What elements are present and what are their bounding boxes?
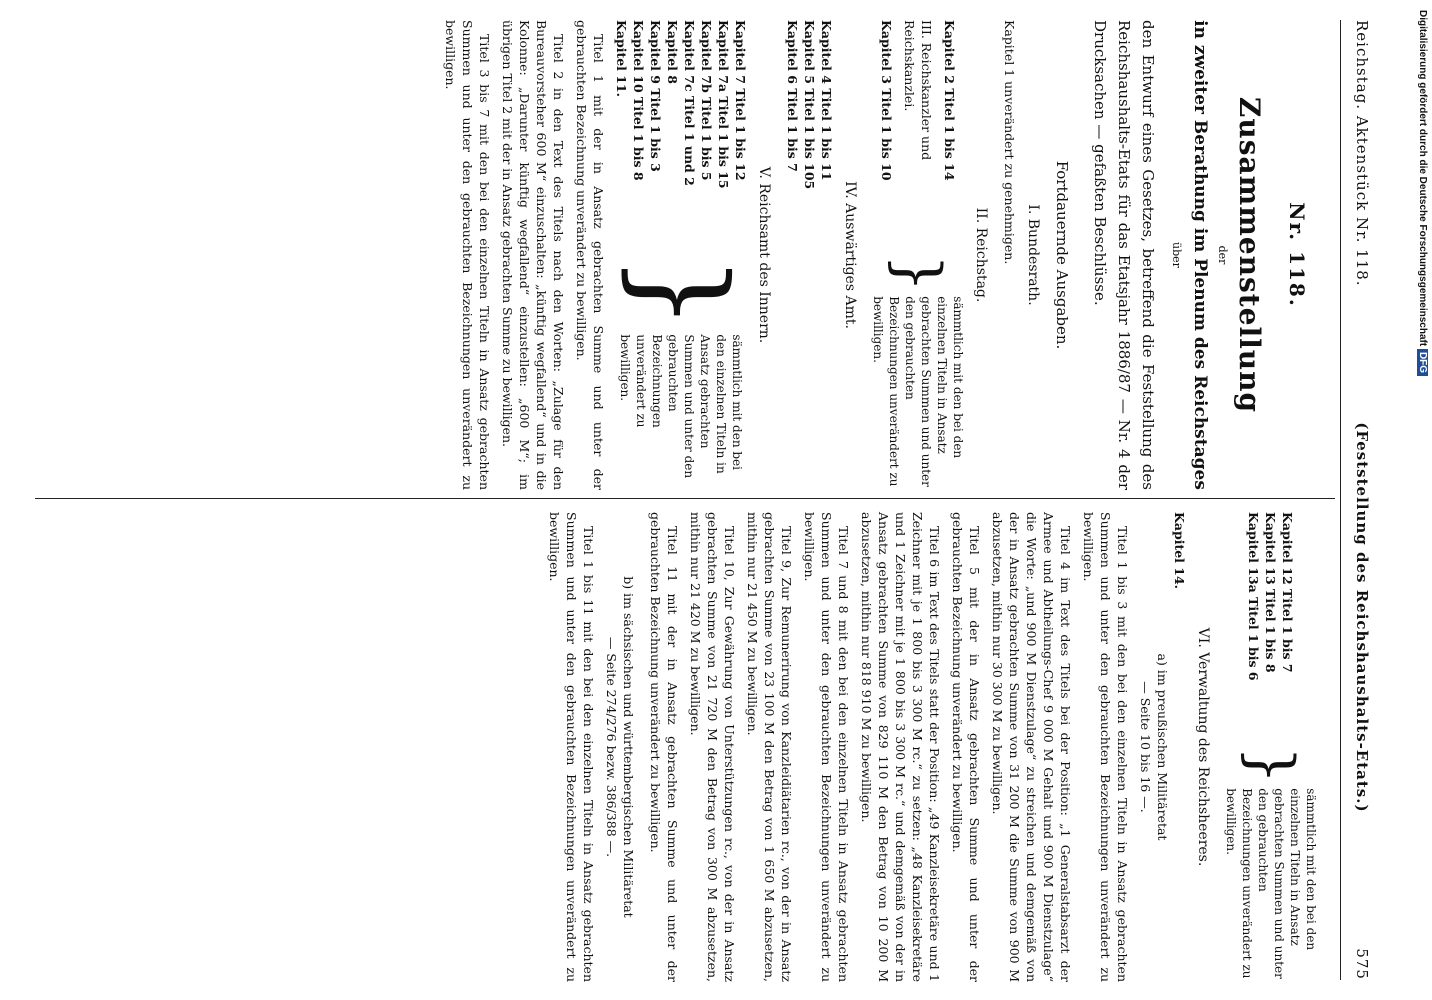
line-kapitel-10: Kapitel 10 Titel 1 bis 8 [631,20,646,181]
block-kapitel-7-11 [613,20,749,490]
line-kapitel-2: Kapitel 2 Titel 1 bis 14 [942,20,957,181]
funding-sidebar [1402,0,1428,1000]
document-subtitle: in zweiter Berathung im Plenum des Reichstages [1190,20,1210,490]
document-number: Nr. 118. [1285,202,1309,308]
title-der: der [1216,245,1229,265]
header-center: (Feststellung des Reichshaushalts-Etats.) [1353,422,1371,813]
paragraph-r4: Titel 6 im Text des Titels statt der Position: „49 Kanzleisekretäre und 1 Zeichner mit je 1 800 bis 3 300 M rc.“ zu setzen: „48 Kanzleisekretäre und 1 Zeichner mit je 1 800 bis 3 300 M rc.“ und demgemäß von der in Ansatz gebrachten Summe von 829 110 M den Betrag von 10 200 M abzusetzen, mithin nur 818 910 M zu bewilligen. [859,512,942,982]
line-kapitel-11: Kapitel 11. [614,20,629,98]
heading-reichsheer: VI. Verwaltung des Reichsheeres. [1195,627,1211,867]
paragraph-r5: Titel 7 und 8 mit den bei den einzelnen Titeln in Ansatz gebrachten Summen und unter den gebrauchten Bezeichnungen unverändert zu bewilligen. [802,512,851,982]
line-kapitel-3: Kapitel 3 Titel 1 bis 10 [879,20,894,181]
document-page [15,0,1385,1000]
paragraph-titel-1: Titel 1 mit der in Ansatz gebrachten Summe und unter der gebrauchten Bezeichnung unverändert zu bewilligen. [574,20,606,490]
header-rule [1340,20,1341,980]
line-kapitel-13a: Kapitel 13a Titel 1 bis 6 [1246,512,1262,681]
line-kapitel-4: Kapitel 4 Titel 1 bis 11 [819,20,834,181]
heading-saechsisch: b) im sächsischen und württembergischen Militäretat [621,576,636,918]
paragraph-r9: Titel 1 bis 11 mit den bei den einzelnen Titeln in Ansatz gebrachten Summen und unter den gebrauchten Bezeichnungen unverändert zu bewilligen. [547,512,596,982]
line-kapitel-7a: Kapitel 7a Titel 1 bis 15 [716,20,731,189]
line-kapitel-12: Kapitel 12 Titel 1 bis 7 [1280,512,1296,673]
line-kapitel-5: Kapitel 5 Titel 1 bis 105 [802,20,817,190]
heading-reichstag: II. Reichstag. [973,207,989,303]
header-left: Reichstag. Aktenstück Nr. 118. [1353,20,1371,287]
line-kapitel-13: Kapitel 13 Titel 1 bis 8 [1263,512,1279,673]
heading-preussisch: a) im preußischen Militäretat [1155,653,1170,841]
line-kapitel-9: Kapitel 9 Titel 1 bis 3 [648,20,663,172]
paragraph-r3: Titel 5 mit der in Ansatz gebrachten Summe und unter der gebrauchten Bezeichnung unverändert zu bewilligen. [950,512,982,982]
line-kapitel-7c: Kapitel 7c Titel 1 und 2 [682,20,697,186]
brace: } [612,254,751,331]
paragraph-titel-3-7: Titel 3 bis 7 mit den bei den einzelnen Titeln in Ansatz gebrachten Summen und unter den gebrauchten Bezeichnungen unverändert zu bewilligen. [443,20,492,490]
paragraph-r2: Titel 4 im Text des Titels bei der Position: „1 Generalstabsarzt der Armee und Abtheilungs-Chef 9 000 M Gehalt und 900 M Dienstzulage“ die Worte: „und 900 M Dienstzulage“ zu streichen und demgemäß von der in Ansatz gebrachten Summe von 31 200 M die Summe von 900 M abzusetzen, mithin nur 30 300 M zu bewilligen. [990,512,1073,982]
ref-saechsisch: — Seite 274/276 bezw. 386/388 —. [604,636,619,858]
line-kapitel-6: Kapitel 6 Titel 1 bis 7 [785,20,800,172]
heading-auswaertiges: IV. Auswärtiges Amt. [842,181,858,329]
heading-bundesrath: I. Bundesrath. [1025,204,1041,306]
left-column [436,20,1325,490]
block-text: sämmtlich mit den bei den einzelnen Titeln in Ansatz gebrachten Summen und unter den gebrauchten Bezeichnungen unverändert zu bewilligen. [871,296,965,487]
brace: } [1236,746,1306,785]
line-kapitel-7: Kapitel 7 Titel 1 bis 12 [733,20,748,181]
column-divider [35,498,1335,499]
line-kapitel-7b: Kapitel 7b Titel 1 bis 5 [699,20,714,181]
paragraph-r8: Titel 11 mit der in Ansatz gebrachten Summe und unter der gebrauchten Bezeichnung unverändert zu bewilligen. [648,512,680,982]
funding-text: Digitalisierung gefördert durch die Deutsche Forschungsgemeinschaft [1417,10,1428,347]
right-column [540,512,1325,982]
line-kapitel-1: Kapitel 1 unverändert zu genehmigen. [1002,20,1017,265]
paragraph-r7: Titel 10, Zur Gewährung von Unterstützungen rc., von der in Ansatz gebrachten Summe von 21 720 M den Betrag von 300 M abzusetzen, mithin nur 21 420 M zu bewilligen. [688,512,737,982]
paragraph-r1: Titel 1 bis 3 mit den bei den einzelnen Titeln in Ansatz gebrachten Summen und unter den gebrauchten Bezeichnungen unverändert zu bewilligen. [1081,512,1130,982]
dfg-logo: DFG [1417,349,1428,376]
block-kapitel-2-3 [870,20,966,490]
page-number: 575 [1353,948,1371,980]
paragraph-r6: Titel 9, Zur Remunerirung von Kanzleidiätarien rc., von der in Ansatz gebrachten Summe von 23 100 M den Betrag von 1 650 M abzusetzen, mithin nur 21 450 M zu bewilligen. [745,512,794,982]
running-header [1353,20,1371,980]
heading-reichskanzler: III. Reichskanzler und Reichskanzlei. [902,20,934,161]
section-heading: Fortdauernde Ausgaben. [1053,160,1071,350]
block-kapitel-12-13a [1223,512,1319,982]
block-text: sämmtlich mit den bei den einzelnen Titeln in Ansatz gebrachten Summen und unter den gebrauchten Bezeichnungen unverändert zu bewilligen. [618,334,744,479]
ref-preussisch: — Seite 10 bis 16 —. [1138,681,1153,813]
line-kapitel-14: Kapitel 14. [1172,512,1187,590]
line-kapitel-8: Kapitel 8 [665,20,680,84]
kapitel-4-6 [784,20,835,490]
paragraph-titel-2: Titel 2 in den Text des Titels nach den Worten: „Zulage für den Bureauvorsteher 600 M“ einzuschalten: „künftig wegfallend“ und in die Kolonne: „Darunter künftig wegfallend“ einzustellen: „600 M“; im übrigen Titel 2 mit der in Ansatz gebrachten Summe zu bewilligen. [500,20,566,490]
block-text: sämmtlich mit den bei den einzelnen Titeln in Ansatz gebrachten Summen und unter den gebrauchten Bezeichnungen unverändert zu bewilligen. [1224,788,1318,979]
title-ueber: über [1170,242,1183,268]
document-title: Zusammenstellung [1233,96,1266,414]
heading-innern: V. Reichsamt des Innern. [756,166,772,344]
intro-paragraph: den Entwurf eines Gesetzes, betreffend die Feststellung des Reichshaushalts-Etats für das Etatsjahr 1886/87 — Nr. 4 der Drucksachen — gefaßten Beschlüsse. [1091,20,1157,490]
brace: } [883,254,953,293]
